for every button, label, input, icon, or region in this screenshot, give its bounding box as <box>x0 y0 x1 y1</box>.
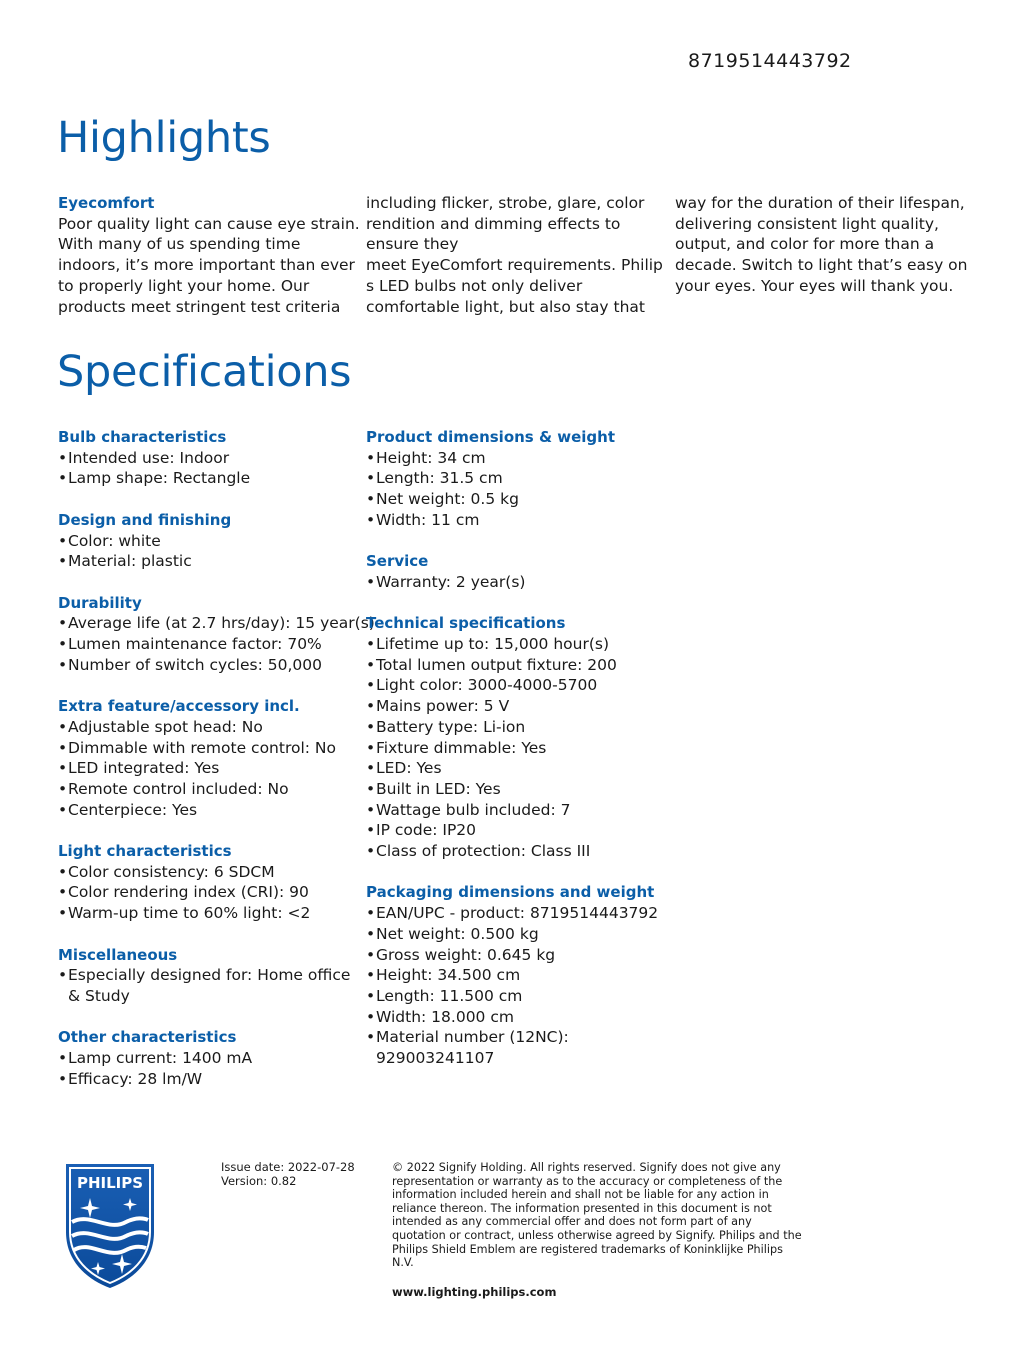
spec-item-text: • Battery type: Li-ion <box>376 717 526 736</box>
spec-group <box>366 882 666 1068</box>
highlights-subtitle: Eyecomfort <box>58 194 155 212</box>
text-line: output, and color for more than a <box>675 235 935 254</box>
spec-item <box>366 696 666 717</box>
spec-item <box>366 800 666 821</box>
spec-item <box>366 820 666 841</box>
spec-item <box>366 738 666 759</box>
spec-group-heading: Design and finishing <box>58 510 232 529</box>
spec-item-text: • Adjustable spot head: No <box>68 717 263 736</box>
spec-item <box>366 655 666 676</box>
spec-group <box>366 427 666 531</box>
spec-item <box>58 468 358 489</box>
legal-notice <box>392 1161 812 1270</box>
spec-item <box>366 1027 666 1068</box>
spec-item-text: • Intended use: Indoor <box>68 448 230 467</box>
spec-item-text: • Length: 31.5 cm <box>376 469 503 488</box>
text-line: With many of us spending time <box>58 235 301 254</box>
spec-item-text: • Width: 18.000 cm <box>376 1007 514 1026</box>
spec-item-text: • Material: plastic <box>68 552 192 571</box>
text-line: representation or warranty as to the accuracy or completeness of the <box>392 1174 783 1188</box>
spec-item-text: • Efficacy: 28 lm/W <box>68 1069 203 1088</box>
highlights-column-1 <box>58 193 360 317</box>
spec-group-heading: Technical specifications <box>366 614 566 633</box>
specifications-right-column <box>366 427 666 1089</box>
spec-item <box>366 924 666 945</box>
highlights-text-1 <box>58 214 360 318</box>
spec-item-text: • Net weight: 0.500 kg <box>376 924 539 943</box>
spec-item <box>366 758 666 779</box>
spec-item-text: • Dimmable with remote control: No <box>68 738 337 757</box>
spec-item <box>58 903 358 924</box>
spec-item-text: • Lamp current: 1400 mA <box>68 1049 253 1067</box>
spec-item-text: • Lumen maintenance factor: 70% <box>68 635 322 653</box>
spec-item <box>58 551 358 572</box>
spec-group <box>58 510 358 572</box>
spec-item <box>366 634 666 655</box>
highlights-column-3 <box>675 193 968 297</box>
spec-group-heading: Bulb characteristics <box>58 428 227 446</box>
spec-item <box>58 758 358 779</box>
text-line: comfortable light, but also stay that <box>366 297 645 316</box>
spec-group <box>58 696 358 820</box>
spec-item <box>58 448 358 469</box>
spec-item <box>366 468 666 489</box>
spec-item-text: • Width: 11 cm <box>376 510 480 529</box>
specifications-left-column <box>58 427 375 1110</box>
issue-meta <box>221 1161 355 1188</box>
spec-group <box>58 593 375 676</box>
spec-item <box>366 965 666 986</box>
spec-item <box>366 510 666 531</box>
spec-item-text: • Gross weight: 0.645 kg <box>376 945 556 964</box>
spec-item-text: & Study <box>68 986 130 1005</box>
highlights-column-2 <box>366 193 663 317</box>
text-line: Poor quality light can cause eye strain. <box>58 214 360 233</box>
text-line: s LED bulbs not only deliver <box>366 276 583 295</box>
spec-item <box>366 572 666 593</box>
spec-item-text: • Height: 34 cm <box>376 448 486 467</box>
spec-item-text: • Fixture dimmable: Yes <box>376 738 547 757</box>
text-line: intended as any commercial offer and does not form part of any <box>392 1215 752 1229</box>
spec-item <box>58 800 358 821</box>
spec-item-text: • Lifetime up to: 15,000 hour(s) <box>376 635 610 653</box>
website-link[interactable]: www.lighting.philips.com <box>392 1285 557 1299</box>
highlights-title: Highlights <box>57 113 271 163</box>
text-line: © 2022 Signify Holding. All rights reserved. Signify does not give any <box>392 1161 781 1174</box>
spec-item <box>366 489 666 510</box>
specifications-title: Specifications <box>57 347 352 397</box>
philips-shield-logo <box>60 1160 160 1290</box>
spec-group-heading: Miscellaneous <box>58 945 178 964</box>
spec-item-text: • Color rendering index (CRI): 90 <box>68 883 309 902</box>
spec-group <box>366 551 666 592</box>
text-line: decade. Switch to light that’s easy on <box>675 256 968 275</box>
spec-item-text: • Length: 11.500 cm <box>376 986 523 1005</box>
spec-group-heading: Light characteristics <box>58 842 232 860</box>
spec-group <box>58 841 358 924</box>
spec-item-text: • EAN/UPC - product: 8719514443792 <box>376 904 659 923</box>
spec-item-text: • Centerpiece: Yes <box>68 800 198 819</box>
text-line: information included herein and shall not be liable for any action in <box>392 1188 769 1202</box>
spec-item <box>366 1007 666 1028</box>
spec-item <box>366 986 666 1007</box>
spec-item-text: • Wattage bulb included: 7 <box>376 800 571 819</box>
product-ean: 8719514443792 <box>688 50 852 72</box>
text-line: reliance thereon. The information presented in this document is not <box>392 1201 772 1215</box>
spec-item-text: • Built in LED: Yes <box>376 779 501 798</box>
spec-item-text: • Lamp shape: Rectangle <box>68 469 251 488</box>
spec-item-text: • Color consistency: 6 SDCM <box>68 862 275 881</box>
spec-item <box>366 779 666 800</box>
text-line: ensure they <box>366 235 459 254</box>
spec-item <box>58 738 358 759</box>
spec-item <box>366 903 666 924</box>
spec-item-text: • Total lumen output fixture: 200 <box>376 655 617 674</box>
spec-item <box>58 634 358 655</box>
spec-item <box>366 945 666 966</box>
spec-item-text: • Net weight: 0.5 kg <box>376 490 519 509</box>
spec-item-text: • Average life (at 2.7 hrs/day): 15 year(s) <box>68 614 375 633</box>
spec-item <box>366 717 666 738</box>
spec-item <box>58 613 375 634</box>
text-line: quotation or contract, unless otherwise agreed by Signify. Philips and the <box>392 1228 802 1242</box>
spec-group-heading: Service <box>366 552 429 571</box>
spec-group <box>58 1027 358 1089</box>
spec-item <box>58 1069 358 1090</box>
spec-item-text: • Class of protection: Class III <box>376 842 591 861</box>
logo-wordmark: PHILIPS <box>76 1174 144 1192</box>
spec-item <box>366 448 666 469</box>
spec-group-heading: Product dimensions & weight <box>366 428 616 446</box>
spec-item <box>366 841 666 862</box>
spec-item <box>58 531 358 552</box>
spec-item <box>58 965 358 1006</box>
spec-group-heading: Packaging dimensions and weight <box>366 883 655 902</box>
spec-item-text: • Number of switch cycles: 50,000 <box>68 655 322 674</box>
spec-group-heading: Extra feature/accessory incl. <box>58 697 300 716</box>
spec-item <box>58 717 358 738</box>
spec-item-text: • Especially designed for: Home office <box>68 966 351 985</box>
spec-item <box>366 675 666 696</box>
spec-item-text: • IP code: IP20 <box>376 821 477 840</box>
text-line: Philips Shield Emblem are registered trademarks of Koninklijke Philips <box>392 1242 783 1256</box>
text-line: way for the duration of their lifespan, <box>675 194 965 212</box>
text-line: indoors, it’s more important than ever <box>58 256 355 275</box>
text-line: to properly light your home. Our <box>58 276 310 295</box>
spec-group-heading: Durability <box>58 593 142 612</box>
text-line: products meet stringent test criteria <box>58 297 341 316</box>
text-line: delivering consistent light quality, <box>675 214 939 233</box>
spec-item <box>58 779 358 800</box>
text-line: your eyes. Your eyes will thank you. <box>675 276 954 295</box>
text-line: meet EyeComfort requirements. Philip <box>366 256 663 275</box>
issue-date: Issue date: 2022-07-28 <box>221 1160 355 1174</box>
spec-item-text: • Remote control included: No <box>68 779 289 798</box>
spec-item-text: • Material number (12NC): <box>376 1028 569 1047</box>
spec-item-text: 929003241107 <box>376 1049 495 1068</box>
text-line: rendition and dimming effects to <box>366 214 621 233</box>
spec-item-text: • Mains power: 5 V <box>376 697 510 716</box>
text-line: including flicker, strobe, glare, color <box>366 194 645 212</box>
spec-group-heading: Other characteristics <box>58 1028 237 1047</box>
spec-item <box>58 882 358 903</box>
spec-item <box>58 1048 358 1069</box>
text-line: N.V. <box>392 1256 414 1270</box>
spec-item <box>58 862 358 883</box>
spec-group <box>366 613 666 861</box>
spec-item <box>58 655 358 676</box>
version: Version: 0.82 <box>221 1173 297 1188</box>
spec-item-text: • Height: 34.500 cm <box>376 966 521 985</box>
spec-group <box>58 427 358 489</box>
spec-item-text: • Color: white <box>68 531 161 550</box>
spec-group <box>58 945 358 1007</box>
spec-item-text: • Warm-up time to 60% light: <2 <box>68 904 311 923</box>
spec-item-text: • LED integrated: Yes <box>68 759 220 778</box>
spec-item-text: • Light color: 3000-4000-5700 <box>376 676 598 695</box>
spec-item-text: • Warranty: 2 year(s) <box>376 572 526 591</box>
spec-item-text: • LED: Yes <box>376 759 442 778</box>
